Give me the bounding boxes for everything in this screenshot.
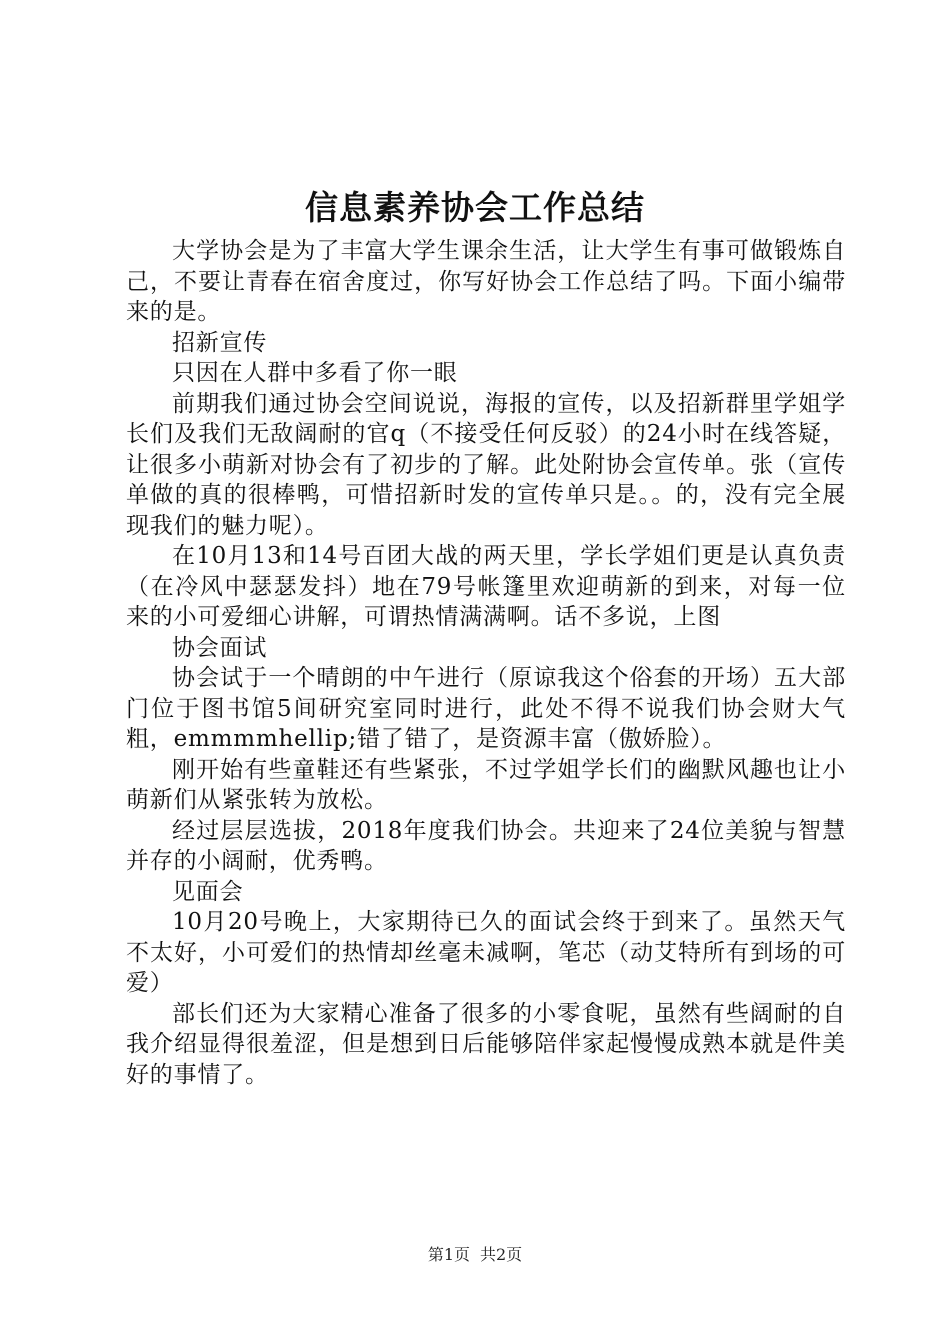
page-footer	[0, 1244, 950, 1266]
paragraph-subtitle: 只因在人群中多看了你一眼	[172, 360, 458, 386]
page-number: 第1页	[427, 1245, 470, 1264]
paragraph-interview: 协会试于一个晴朗的中午进行（原谅我这个俗套的开场）五大部门位于图书馆5间研究室同时进行，此处不得不说我们协会财大气粗，emmmmhellip;错了错了，是资源丰富（傲娇脸）。	[126, 665, 846, 752]
paragraph-selection: 经过层层选拔，2018年度我们协会。共迎来了24位美貌与智慧并存的小阔耐，优秀鸭。	[126, 817, 846, 874]
document-body	[126, 236, 846, 1090]
paragraph-club-fair: 在10月13和14号百团大战的两天里，学长学姐们更是认真负责（在冷风中瑟瑟发抖）地在79号帐篷里欢迎萌新的到来，对每一位来的小可爱细心讲解，可谓热情满满啊。话不多说，上图	[126, 543, 846, 630]
paragraph-snacks: 部长们还为大家精心准备了很多的小零食呢，虽然有些阔耐的自我介绍显得很羞涩，但是想到日后能够陪伴家起慢慢成熟本就是件美好的事情了。	[126, 1000, 846, 1088]
paragraph-meeting: 10月20号晚上，大家期待已久的面试会终于到来了。虽然天气不太好，小可爱们的热情却丝毫未减啊，笔芯（动艾特所有到场的可爱）	[126, 909, 846, 996]
paragraph-nervous: 刚开始有些童鞋还有些紧张，不过学姐学长们的幽默风趣也让小萌新们从紧张转为放松。	[126, 756, 846, 813]
section-heading-interview: 协会面试	[172, 634, 268, 661]
section-heading-recruitment: 招新宣传	[172, 329, 268, 356]
paragraph-promotion: 前期我们通过协会空间说说，海报的宣传，以及招新群里学姐学长们及我们无敌阔耐的官q（不接受任何反驳）的24小时在线答疑，让很多小萌新对协会有了初步的了解。此处附协会宣传单。张（宣传单做的真的很棒鸭，可惜招新时发的宣传单只是。。的，没有完全展现我们的魅力呢）。	[126, 390, 846, 539]
paragraph-intro: 大学协会是为了丰富大学生课余生活，让大学生有事可做锻炼自己，不要让青春在宿舍度过，你写好协会工作总结了吗。下面小编带来的是。	[126, 238, 846, 325]
page-total: 共2页	[480, 1245, 523, 1264]
section-heading-meeting: 见面会	[172, 878, 244, 905]
document-title: 信息素养协会工作总结	[305, 188, 645, 227]
